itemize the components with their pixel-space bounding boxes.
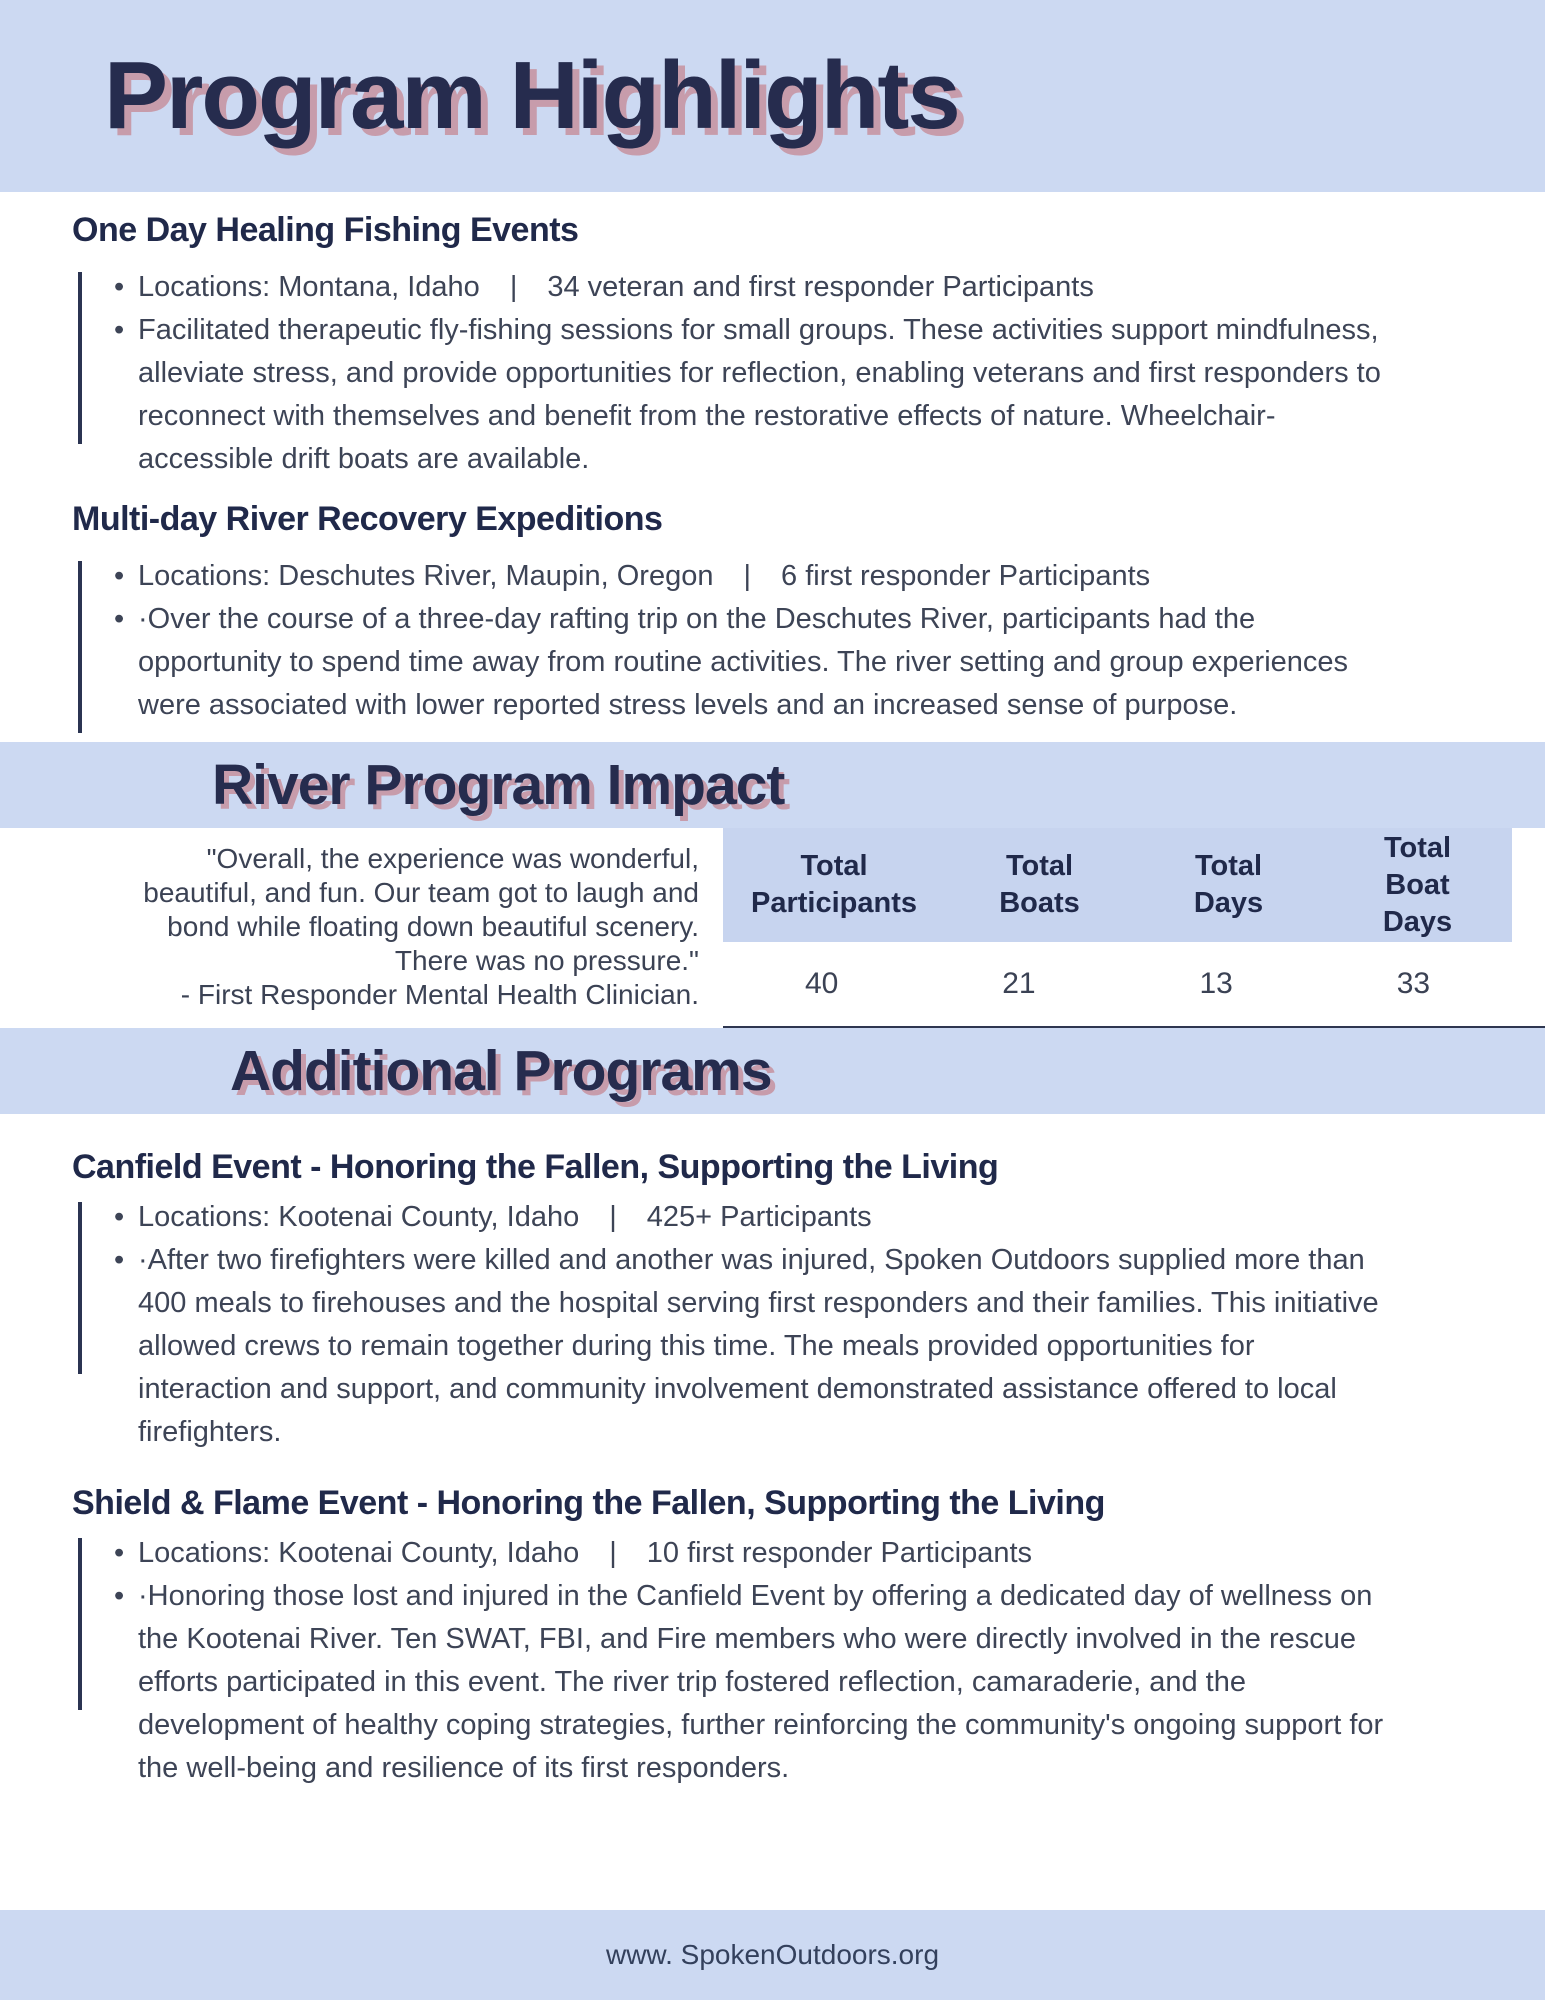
table-header-row [723,828,1512,942]
page-title: Program Highlights [104,42,959,149]
section-canfield-event [72,1145,1505,1454]
table-value-cell: 21 [1002,967,1036,1000]
section-one-day-fishing [72,208,1505,481]
location-text: Locations: Montana, Idaho [138,271,480,303]
participants-text: 34 veteran and first responder Participants [547,271,1094,303]
table-values-row [723,942,1512,1026]
table-header-cell: Total Boats [999,850,1080,919]
bullet-item-description: • ·After two firefighters were killed and another was injured, Spoken Outdoors supplied more than 400 meals to firehouses and the hospital serving first responders and their families. This initiative allowed crews to remain together during this time. The meals provided opportunities for interaction and support, and community involvement demonstrated assistance offered to local firefighters. [72,1239,1392,1454]
quote-line: beautiful, and fun. Our team got to laugh and [143,877,699,908]
location-text: Locations: Kootenai County, Idaho [138,1537,580,1569]
quote-line: bond while floating down beautiful scenery. [167,911,699,942]
section-shield-flame-event [72,1481,1505,1790]
separator-pipe: | [609,1537,617,1569]
bullet-item-locations [72,555,1402,598]
bullet-list [72,555,1505,727]
separator-pipe: | [509,271,518,303]
table-value-cell: 33 [1396,967,1431,1000]
separator-pipe: | [743,560,752,592]
bullet-list [72,1196,1505,1454]
bullet-list [72,266,1505,481]
separator-pipe: | [609,1201,617,1233]
table-header-cell: Total Days [1193,850,1264,919]
section-heading: Multi-day River Recovery Expeditions [72,500,663,538]
additional-programs-banner [0,1028,1545,1114]
bullet-item-locations [72,1196,1402,1239]
bullet-item-description: • Facilitated therapeutic fly-fishing sessions for small groups. These activities support mindfulness, alleviate stress, and provide opportunities for reflection, enabling veterans and first responders to reconnect with themselves and benefit from the restorative effects of nature. Wheelchair-accessible drift boats are available. [72,309,1392,481]
impact-title: River Program Impact [212,753,785,817]
section-heading: Canfield Event - Honoring the Fallen, Supporting the Living [72,1148,999,1186]
bullet-item-locations [72,1532,1402,1575]
footer-banner [0,1910,1545,2000]
bullet-list [72,1532,1505,1790]
section-heading: Shield & Flame Event - Honoring the Fallen, Supporting the Living [72,1484,1105,1522]
participants-text: 425+ Participants [646,1201,872,1233]
bullet-item-description: • ·Honoring those lost and injured in the Canfield Event by offering a dedicated day of wellness on the Kootenai River. Ten SWAT, FBI, and Fire members who were directly involved in the rescue efforts participated in this event. The river trip fostered reflection, camaraderie, and the development of healthy coping strategies, further reinforcing the community's ongoing support for the well-being and resilience of its first responders. [72,1575,1392,1790]
section-heading: One Day Healing Fishing Events [72,211,579,249]
footer-url[interactable]: www. SpokenOutdoors.org [605,1939,940,1970]
bullet-item-locations [72,266,1402,309]
impact-content-row [0,828,1545,1028]
location-text: Locations: Kootenai County, Idaho [138,1201,580,1233]
bullet-item-description: • ·Over the course of a three-day rafting trip on the Deschutes River, participants had the opportunity to spend time away from routine activities. The river setting and group experiences were associated with lower reported stress levels and an increased sense of purpose. [72,598,1392,727]
quote-box [0,828,723,1028]
table-header-cell: Total Participants [751,850,917,919]
additional-programs-title: Additional Programs [230,1039,772,1103]
table-header-cell: Total Boat Days [1382,831,1453,938]
table-value-cell: 40 [804,967,839,1000]
participants-text: 6 first responder Participants [781,560,1151,592]
quote-line: There was no pressure." [394,945,699,976]
page-header-banner [0,0,1545,192]
section-river-expeditions [72,497,1505,727]
participants-text: 10 first responder Participants [646,1537,1033,1569]
impact-table [723,828,1545,1028]
table-value-cell: 13 [1199,967,1233,1000]
quote-attribution: - First Responder Mental Health Clinician. [180,979,699,1010]
impact-banner [0,742,1545,828]
quote-line: "Overall, the experience was wonderful, [206,843,699,874]
location-text: Locations: Deschutes River, Maupin, Oregon [138,560,714,592]
